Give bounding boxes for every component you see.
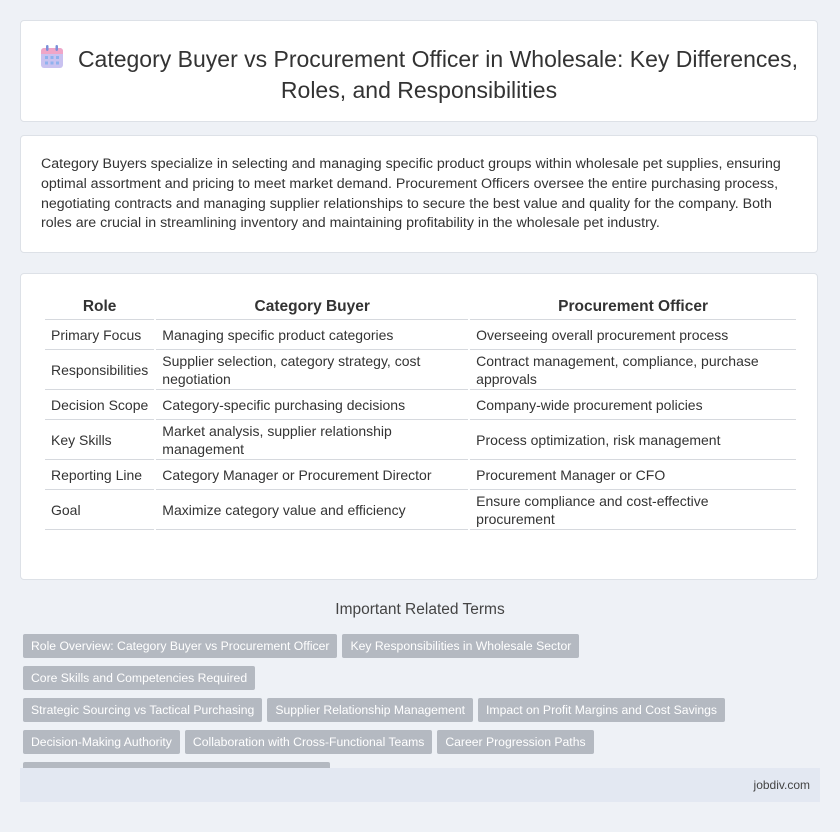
related-term-tag[interactable]: Impact on Profit Margins and Cost Savings (478, 698, 725, 722)
table-row (45, 420, 796, 460)
comparison-table (43, 295, 798, 530)
table-cell: Supplier selection, category strategy, cost negotiation (156, 350, 468, 390)
table-cell: Category-specific purchasing decisions (156, 390, 468, 420)
table-cell: Market analysis, supplier relationship management (156, 420, 468, 460)
table-cell: Decision Scope (45, 390, 154, 420)
table-cell: Category Manager or Procurement Director (156, 460, 468, 490)
page-title-block (21, 45, 817, 105)
table-cell: Contract management, compliance, purchase approvals (470, 350, 796, 390)
column-header: Procurement Officer (470, 295, 796, 320)
related-term-tag[interactable]: Role Overview: Category Buyer vs Procurement Officer (23, 634, 337, 658)
intro-paragraph: Category Buyers specialize in selecting and managing specific product groups within wholesale pet supplies, ensuring optimal assortment and pricing to meet market demand. Procurement Officers oversee the entire purchasing process, negotiating contracts and managing supplier relationships to secure the best value and quality for the company. Both roles are crucial in streamlining inventory and maintaining profitability in the wholesale pet industry. (41, 156, 781, 232)
footer-site-link[interactable]: jobdiv.com (753, 778, 810, 792)
table-cell: Overseeing overall procurement process (470, 320, 796, 350)
related-term-tag[interactable]: Collaboration with Cross-Functional Teams (185, 730, 432, 754)
table-cell: Company-wide procurement policies (470, 390, 796, 420)
related-term-tag[interactable]: Decision-Making Authority (23, 730, 180, 754)
header-card (20, 20, 818, 122)
table-cell: Goal (45, 490, 154, 530)
table-cell: Ensure compliance and cost-effective procurement (470, 490, 796, 530)
related-terms-heading: Important Related Terms (335, 601, 505, 618)
table-cell: Maximize category value and efficiency (156, 490, 468, 530)
table-cell: Key Skills (45, 420, 154, 460)
table-cell: Primary Focus (45, 320, 154, 350)
table-row (45, 390, 796, 420)
related-term-tag[interactable]: Key Responsibilities in Wholesale Sector (342, 634, 579, 658)
table-header-row (45, 295, 796, 320)
table-cell: Process optimization, risk management (470, 420, 796, 460)
table-row (45, 320, 796, 350)
table-row (45, 350, 796, 390)
related-term-tag[interactable]: Career Progression Paths (437, 730, 593, 754)
footer (20, 768, 820, 802)
table-cell: Responsibilities (45, 350, 154, 390)
comparison-table-card (20, 273, 818, 580)
column-header: Category Buyer (156, 295, 468, 320)
calendar-icon (40, 45, 64, 76)
related-term-tag[interactable]: Core Skills and Competencies Required (23, 666, 255, 690)
intro-card (20, 135, 818, 253)
page-title: Category Buyer vs Procurement Officer in Wholesale: Key Differences, Roles, and Responsibilities (77, 46, 799, 103)
table-cell: Reporting Line (45, 460, 154, 490)
table-cell: Managing specific product categories (156, 320, 468, 350)
column-header: Role (45, 295, 154, 320)
related-term-tag[interactable]: Supplier Relationship Management (267, 698, 473, 722)
table-cell: Procurement Manager or CFO (470, 460, 796, 490)
table-row (45, 490, 796, 530)
related-term-tag[interactable]: Strategic Sourcing vs Tactical Purchasing (23, 698, 262, 722)
table-row (45, 460, 796, 490)
